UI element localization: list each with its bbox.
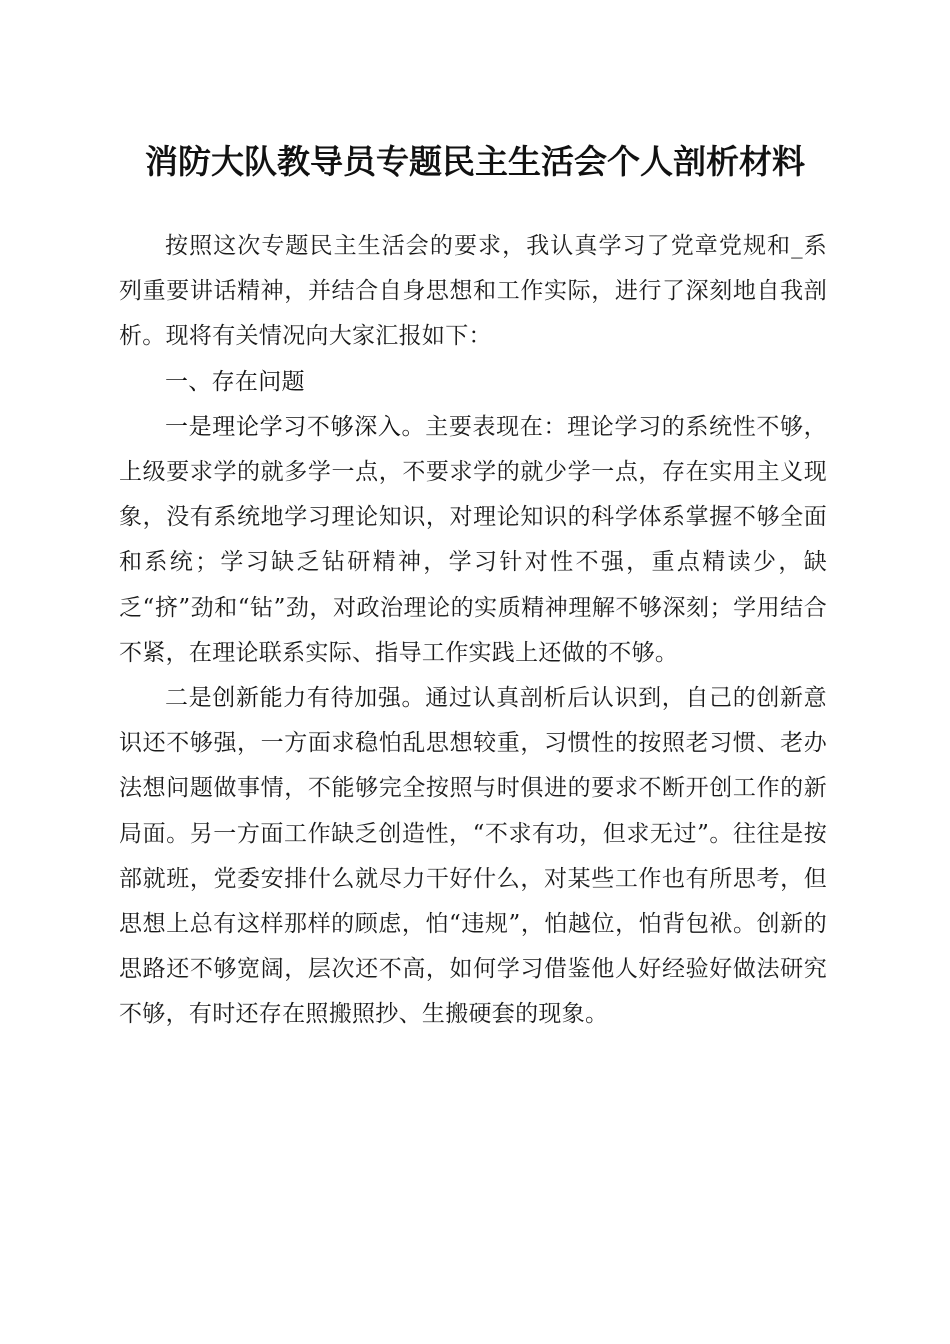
document-title: 消防大队教导员专题民主生活会个人剖析材料: [145, 142, 805, 181]
problem-lead-1: 一是理论学习不够深入。: [165, 413, 426, 440]
problem-paragraph-1: [119, 405, 827, 676]
section-heading: 一、存在问题: [165, 368, 305, 395]
intro-paragraph: 按照这次专题民主生活会的要求，我认真学习了党章党规和_系列重要讲话精神，并结合自身思想和工作实际，进行了深刻地自我剖析。现将有关情况向大家汇报如下：: [119, 233, 827, 350]
problem-text-1: 主要表现在：理论学习的系统性不够，上级要求学的就多学一点，不要求学的就少学一点，存在实用主义现象，没有系统地学习理论知识，对理论知识的科学体系掌握不够全面和系统；学习缺乏钻研精神，学习针对性不强，重点精读少，缺乏“挤”劲和“钻”劲，对政治理论的实质精神理解不够深刻；学用结合不紧，在理论联系实际、指导工作实践上还做的不够。: [119, 413, 827, 666]
problem-text-2: 通过认真剖析后认识到，自己的创新意识还不够强，一方面求稳怕乱思想较重，习惯性的按照老习惯、老办法想问题做事情，不能够完全按照与时俱进的要求不断开创工作的新局面。另一方面工作缺乏创造性，“不求有功，但求无过”。往往是按部就班，党委安排什么就尽力干好什么，对某些工作也有所思考，但思想上总有这样那样的顾虑，怕“违规”，怕越位，怕背包袱。创新的思路还不够宽阔，层次还不高，如何学习借鉴他人好经验好做法研究不够，有时还存在照搬照抄、生搬硬套的现象。: [119, 685, 827, 1028]
problem-lead-2: 二是创新能力有待加强。: [165, 685, 426, 712]
problem-paragraph-2: [119, 676, 827, 1038]
document-body: [119, 224, 827, 1038]
